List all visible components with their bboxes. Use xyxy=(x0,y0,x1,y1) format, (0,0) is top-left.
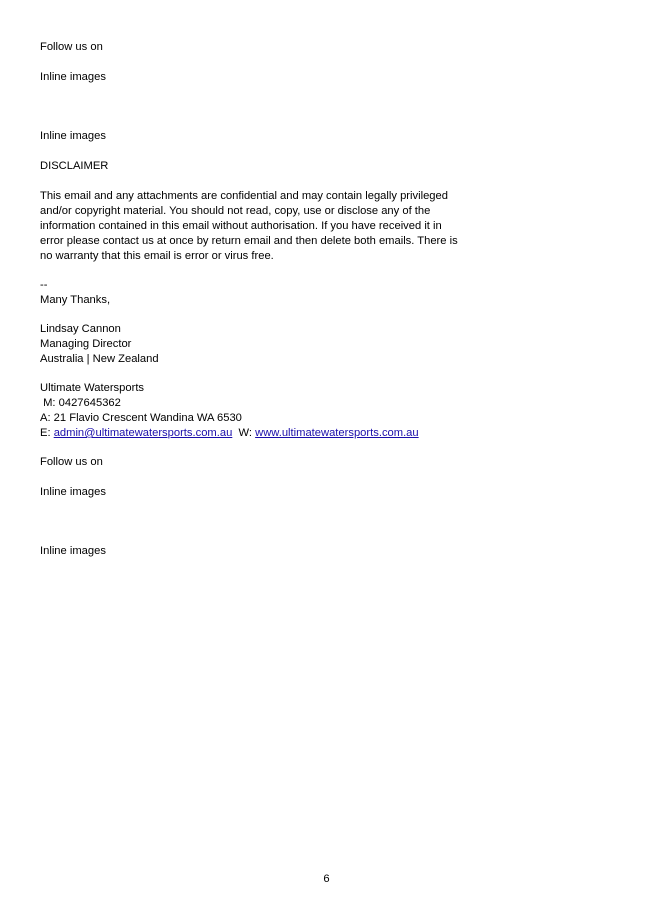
inline-images-placeholder: Inline images xyxy=(40,486,106,498)
web-prefix: W: xyxy=(232,427,256,439)
page-number: 6 xyxy=(323,873,330,885)
signature-name: Lindsay Cannon xyxy=(40,323,121,335)
follow-us-label: Follow us on xyxy=(40,456,103,468)
inline-images-placeholder: Inline images xyxy=(40,71,106,83)
disclaimer-line: no warranty that this email is error or virus free. xyxy=(40,250,274,262)
signature-region: Australia | New Zealand xyxy=(40,353,159,365)
disclaimer-line: This email and any attachments are confidential and may contain legally privileged xyxy=(40,190,448,202)
signature-thanks: Many Thanks, xyxy=(40,294,111,306)
signature-contact-line xyxy=(40,426,419,441)
disclaimer-line: and/or copyright material. You should not read, copy, use or disclose any of the xyxy=(40,205,431,217)
email-prefix: E: xyxy=(40,427,54,439)
disclaimer-line: information contained in this email without authorisation. If you have received it in xyxy=(40,220,442,232)
signature-address: A: 21 Flavio Crescent Wandina WA 6530 xyxy=(40,412,242,424)
email-link[interactable]: admin@ultimatewatersports.com.au xyxy=(53,427,233,439)
inline-images-placeholder: Inline images xyxy=(40,545,106,557)
signature-company: Ultimate Watersports xyxy=(40,382,145,394)
signature-mobile: M: 0427645362 xyxy=(40,397,121,409)
inline-images-placeholder: Inline images xyxy=(40,130,106,142)
signature-separator: -- xyxy=(40,279,48,291)
disclaimer-line: error please contact us at once by return email and then delete both emails. There is xyxy=(40,235,458,247)
website-link[interactable]: www.ultimatewatersports.com.au xyxy=(255,427,419,439)
signature-title: Managing Director xyxy=(40,338,132,350)
disclaimer-heading: DISCLAIMER xyxy=(40,160,109,172)
follow-us-label: Follow us on xyxy=(40,41,103,53)
